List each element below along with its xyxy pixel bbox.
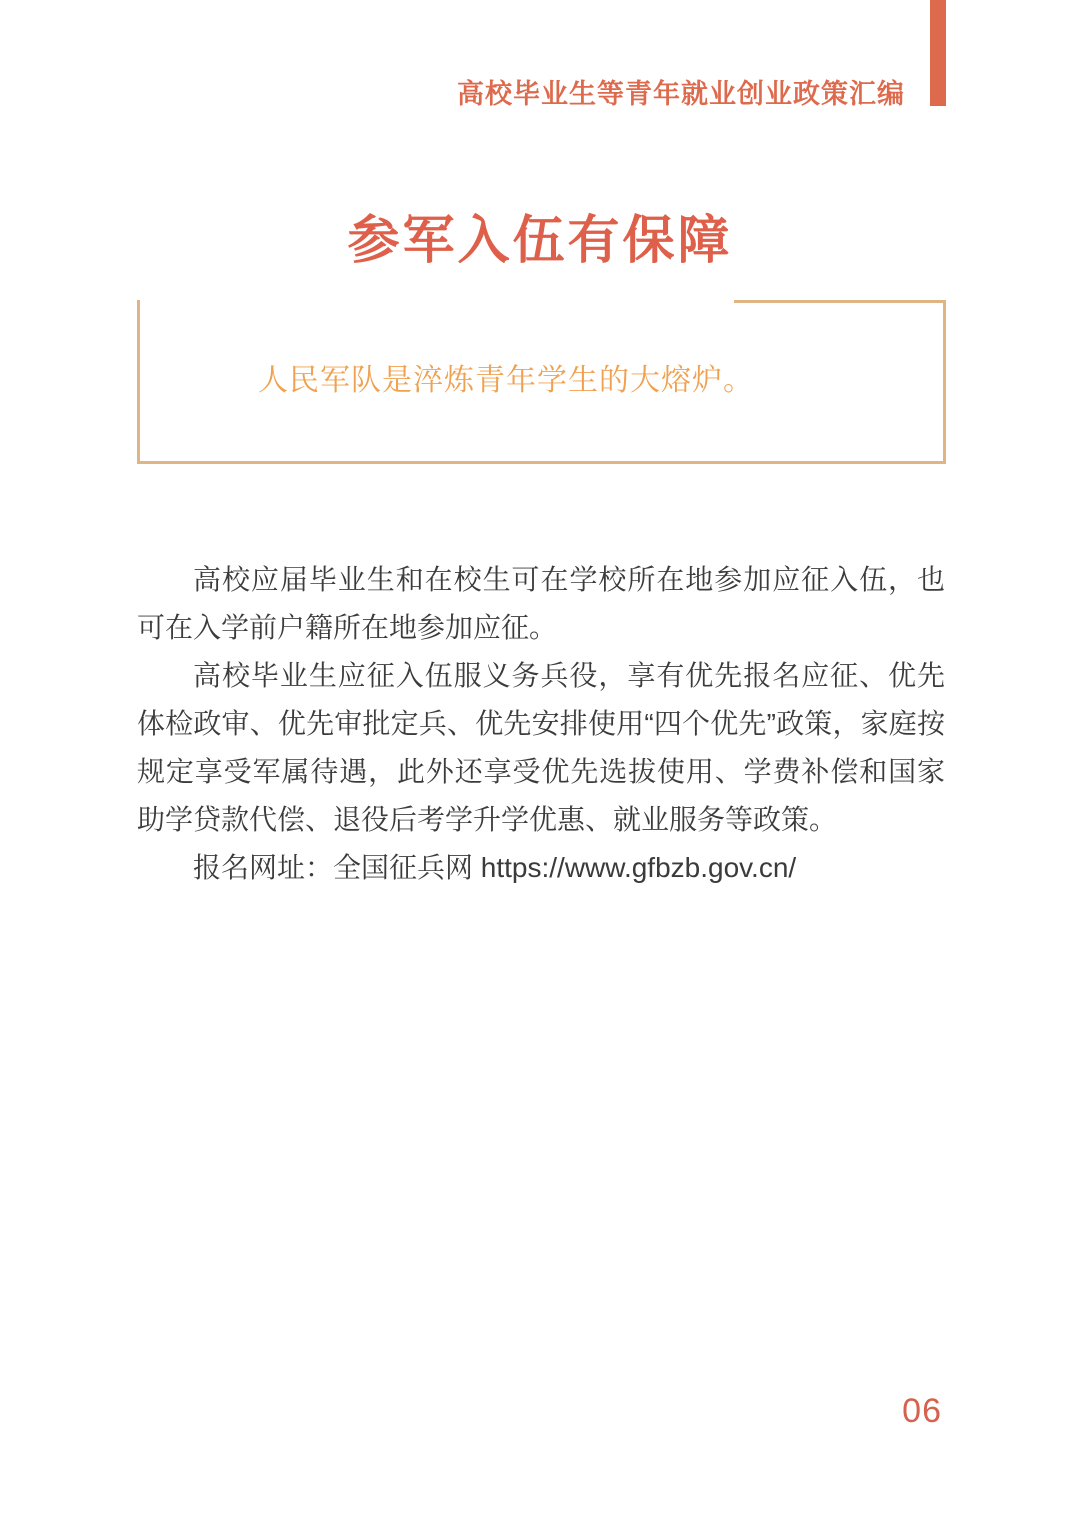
quote-text: 人民军队是淬炼青年学生的大熔炉。	[258, 364, 754, 397]
header-accent-bar	[930, 0, 946, 106]
paragraph-priority-policies: 高校毕业生应征入伍服义务兵役，享有优先报名应征、优先体检政审、优先审批定兵、优先安排使用“四个优先”政策，家庭按规定享受军属待遇，此外还享受优先选拔使用、学费补偿和国家助学贷款代偿、退役后考学升学优惠、就业服务等政策。	[137, 660, 945, 835]
paragraph-enlist-location: 高校应届毕业生和在校生可在学校所在地参加应征入伍，也可在入学前户籍所在地参加应征。	[137, 564, 945, 643]
page-title: 参军入伍有保障	[347, 212, 733, 270]
body-text-block	[137, 556, 945, 892]
page-number: 06	[902, 1392, 942, 1430]
paragraph-registration-url: 报名网址：全国征兵网 https://www.gfbzb.gov.cn/	[193, 852, 797, 883]
header-booklet-title: 高校毕业生等青年就业创业政策汇编	[457, 79, 905, 109]
quote-box	[137, 300, 946, 464]
quote-box-top-border-segment	[734, 300, 943, 303]
